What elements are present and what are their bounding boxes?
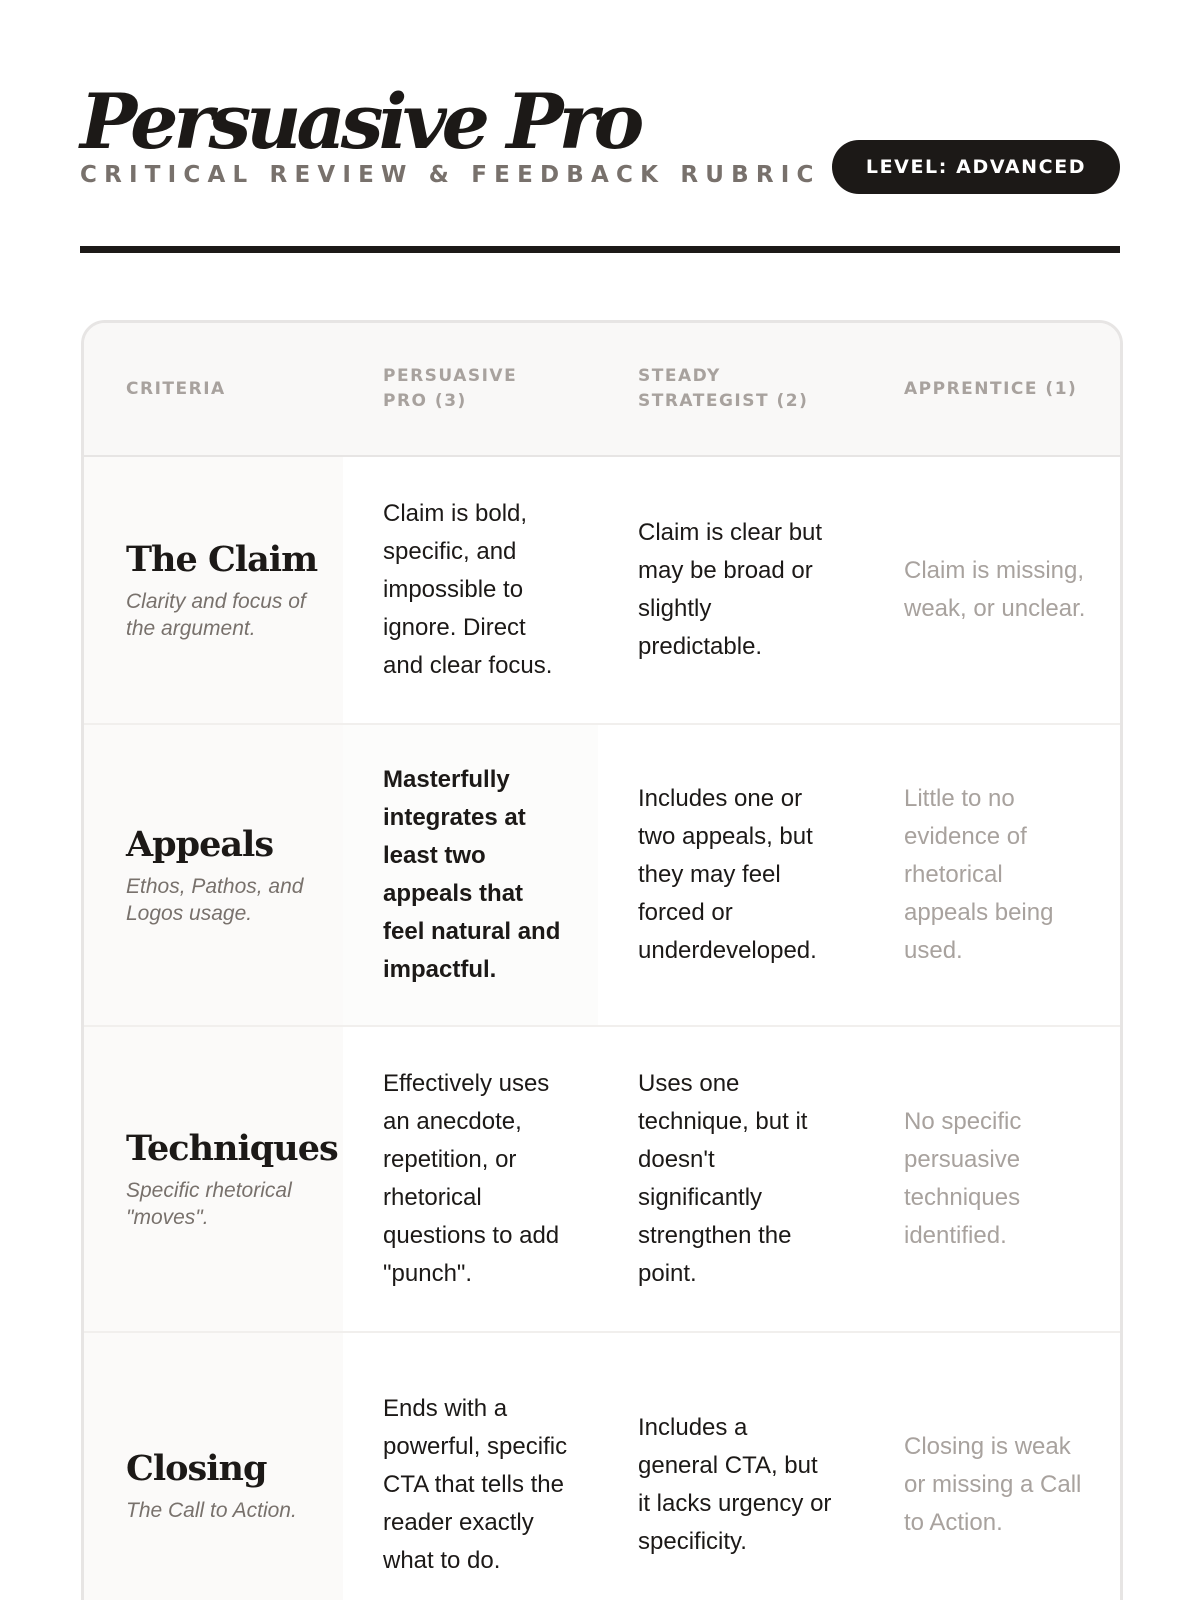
pro-level-cell: Claim is bold, specific, and impossible to ignore. Direct and clear focus. [383,500,553,679]
criteria-cell [84,725,343,1025]
criteria-cell [84,1333,343,1600]
page-subtitle: CRITICAL REVIEW & FEEDBACK RUBRIC [80,162,821,188]
column-header-steady-strategist: STEADY STRATEGIST (2) [638,366,809,411]
rubric-row-the-claim [84,457,1120,725]
rubric-table [81,320,1123,1600]
criteria-name: The Claim [126,539,318,580]
criteria-name: Closing [126,1447,267,1489]
criteria-name: Appeals [126,824,274,865]
column-header-criteria: CRITERIA [126,378,226,399]
pro-level-cell: Effectively uses an anecdote, repetition, or rhetorical questions to add "punch". [383,1070,560,1287]
criteria-description: Ethos, Pathos, and Logos usage. [126,875,304,925]
apprentice-level-cell: Claim is missing, weak, or unclear. [904,557,1086,622]
column-header-persuasive-pro: PERSUASIVE PRO (3) [383,366,518,411]
criteria-cell [84,1027,343,1331]
header-divider [80,246,1120,253]
criteria-description: The Call to Action. [126,1498,297,1522]
criteria-name: Techniques [126,1128,338,1169]
rubric-row-closing [84,1333,1120,1600]
criteria-cell [84,457,343,723]
rubric-row-appeals [84,725,1120,1027]
strategist-level-cell: Uses one technique, but it doesn't significantly strengthen the point. [638,1070,808,1287]
strategist-level-cell: Claim is clear but may be broad or slightly predictable. [638,519,823,660]
rubric-row-techniques [84,1027,1120,1333]
page-title: Persuasive Pro [80,77,640,166]
rubric-header-row [84,323,1120,457]
apprentice-level-cell: Closing is weak or missing a Call to Action. [904,1433,1082,1536]
level-badge: LEVEL: ADVANCED [832,140,1120,194]
strategist-level-cell: Includes a general CTA, but it lacks urgency or specificity. [638,1414,832,1555]
apprentice-level-cell: Little to no evidence of rhetorical appeals being used. [904,785,1054,964]
criteria-description: Clarity and focus of the argument. [126,590,306,640]
column-header-apprentice: APPRENTICE (1) [904,378,1078,399]
apprentice-level-cell: No specific persuasive techniques identified. [904,1108,1022,1249]
pro-level-cell: Ends with a powerful, specific CTA that tells the reader exactly what to do. [383,1395,568,1574]
page-header [80,70,1120,260]
criteria-description: Specific rhetorical "moves". [126,1179,292,1229]
strategist-level-cell: Includes one or two appeals, but they may feel forced or underdeveloped. [638,785,817,964]
pro-level-cell-highlighted: Masterfully integrates at least two appeals that feel natural and impactful. [343,725,598,1025]
